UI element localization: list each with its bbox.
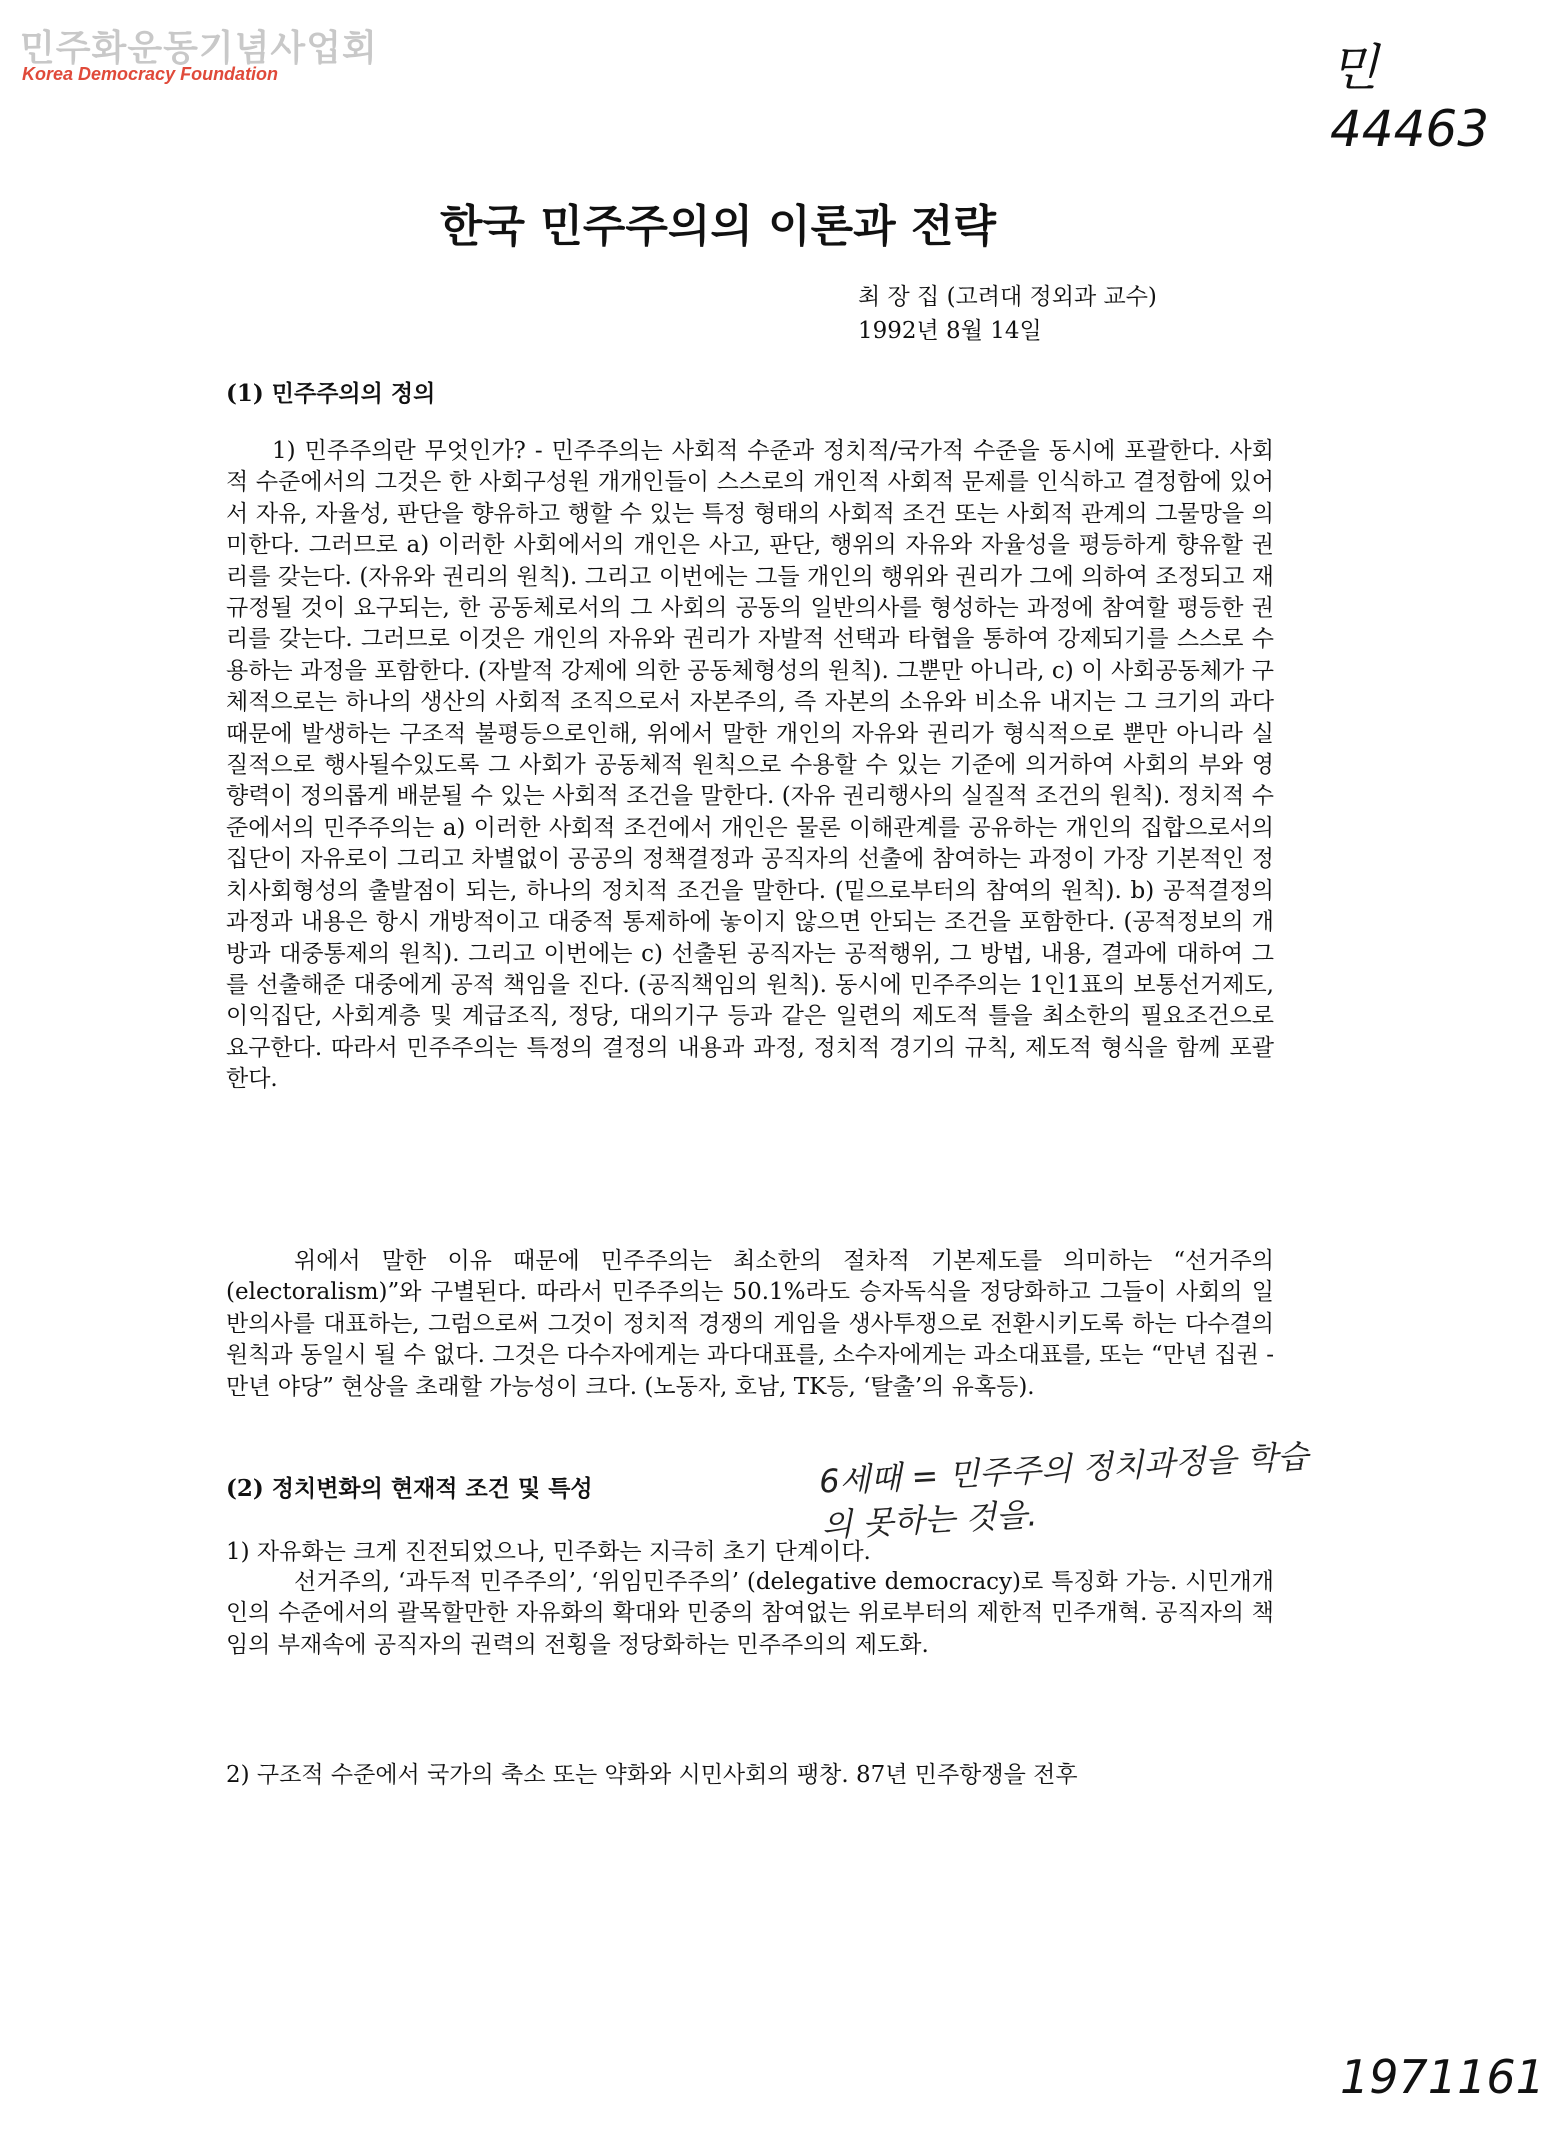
foundation-logo-korean: 민주화운동기념사업회: [20, 28, 378, 69]
section-heading-definition: (1) 민주주의의 정의: [226, 380, 436, 407]
paragraph-definition: 1) 민주주의란 무엇인가? - 민주주의는 사회적 수준과 정치적/국가적 수준을 동시에 포괄한다. 사회적 수준에서의 그것은 한 사회구성원 개개인들이 스스로의 개인적 사회적 문제를 인식하고 결정함에 있어서 자유, 자율성, 판단을 향유하고 행할 수 있는 특정 형태의 사회적 조건 또는 사회적 관계의 그물망을 의미한다. 그러므로 a) 이러한 사회에서의 개인은 사고, 판단, 행위의 자유와 자율성을 평등하게 향유할 권리를 갖는다. (자유와 권리의 원칙). 그리고 이번에는 그들 개인의 행위와 권리가 그에 의하여 조정되고 재규정될 것이 요구되는, 한 공동체로서의 그 사회의 공동의 일반의사를 형성하는 과정에 참여할 평등한 권리를 갖는다. 그러므로 이것은 개인의 자유와 권리가 자발적 선택과 타협을 통하여 강제되기를 스스로 수용하는 과정을 포함한다. (자발적 강제에 의한 공동체형성의 원칙). 그뿐만 아니라, c) 이 사회공동체가 구체적으로는 하나의 생산의 사회적 조직으로서 자본주의, 즉 자본의 소유와 비소유 내지는 그 크기의 과다 때문에 발생하는 구조적 불평등으로인해, 위에서 말한 개인의 자유와 권리가 형식적으로 뿐만 아니라 실질적으로 행사될수있도록 그 사회가 공동체적 원칙으로 수용할 수 있는 기준에 의거하여 사회의 부와 영향력이 정의롭게 배분될 수 있는 사회적 조건을 말한다. (자유 권리행사의 실질적 조건의 원칙). 정치적 수준에서의 민주주의는 a) 이러한 사회적 조건에서 개인은 물론 이해관계를 공유하는 개인의 집합으로서의 집단이 자유로이 그리고 차별없이 공공의 정책결정과 공직자의 선출에 참여하는 과정이 가장 기본적인 정치사회형성의 출발점이 되는, 하나의 정치적 조건을 말한다. (밑으로부터의 참여의 원칙). b) 공적결정의 과정과 내용은 항시 개방적이고 대중적 통제하에 놓이지 않으면 안되는 조건을 포함한다. (공적정보의 개방과 대중통제의 원칙). 그리고 이번에는 c) 선출된 공직자는 공적행위, 그 방법, 내용, 결과에 대하여 그를 선출해준 대중에게 공적 책임을 진다. (공직책임의 원칙). 동시에 민주주의는 1인1표의 보통선거제도, 이익집단, 사회계층 및 계급조직, 정당, 대의기구 등과 같은 일련의 제도적 틀을 최소한의 필요조건으로 요구한다. 따라서 민주주의는 특정의 결정의 내용과 과정, 정치적 경기의 규칙, 제도적 형식을 함께 포괄한다.: [226, 438, 1274, 1093]
author-line: 최 장 집 (고려대 정외과 교수): [858, 284, 1157, 310]
handwritten-document-id: 민 44463: [1330, 39, 1490, 158]
document-title: 한국 민주주의의 이론과 전략: [440, 201, 997, 252]
date-line: 1992년 8월 14일: [858, 318, 1042, 344]
paragraph-electoralism: 위에서 말한 이유 때문에 민주주의는 최소한의 절차적 기본제도를 의미하는 “선거주의 (electoralism)”와 구별된다. 따라서 민주주의는 50.1%라도 승자독식을 정당화하고 그들이 사회의 일반의사를 대표하는, 그럼으로써 그것이 정치적 경쟁의 게임을 생사투쟁으로 전환시키도록 하는 다수결의 원칙과 동일시 될 수 없다. 그것은 다수자에게는 과다대표를, 소수자에게는 과소대표를, 또는 “만년 집권 - 만년 야당” 현상을 초래할 가능성이 크다. (노동자, 호남, TK등, ‘탈출’의 유혹등).: [226, 1248, 1274, 1400]
paragraph-delegative-democracy: 선거주의, ‘과두적 민주주의’, ‘위임민주주의’ (delegative democracy)로 특징화 가능. 시민개개인의 수준에서의 괄목할만한 자유화의 확대와 민중의 참여없는 위로부터의 제한적 민주개혁. 공직자의 책임의 부재속에 공직자의 권력의 전횡을 정당화하는 민주주의의 제도화.: [226, 1569, 1274, 1658]
paragraph-liberalization: 1) 자유화는 크게 진전되었으나, 민주화는 지극히 초기 단계이다.: [226, 1539, 871, 1565]
foundation-logo-english: Korea Democracy Foundation: [22, 64, 279, 84]
handwritten-margin-note: 6세때 = 민주주의 정치과정을 학습의 못하는 것을.: [818, 1437, 1310, 1545]
section-heading-political-change: (2) 정치변화의 현재적 조건 및 특성: [226, 1475, 593, 1502]
handwritten-page-number: 1971161: [1340, 2050, 1545, 2104]
paragraph-structural-level: 2) 구조적 수준에서 국가의 축소 또는 약화와 시민사회의 팽창. 87년 민주항쟁을 전후: [226, 1762, 1078, 1788]
